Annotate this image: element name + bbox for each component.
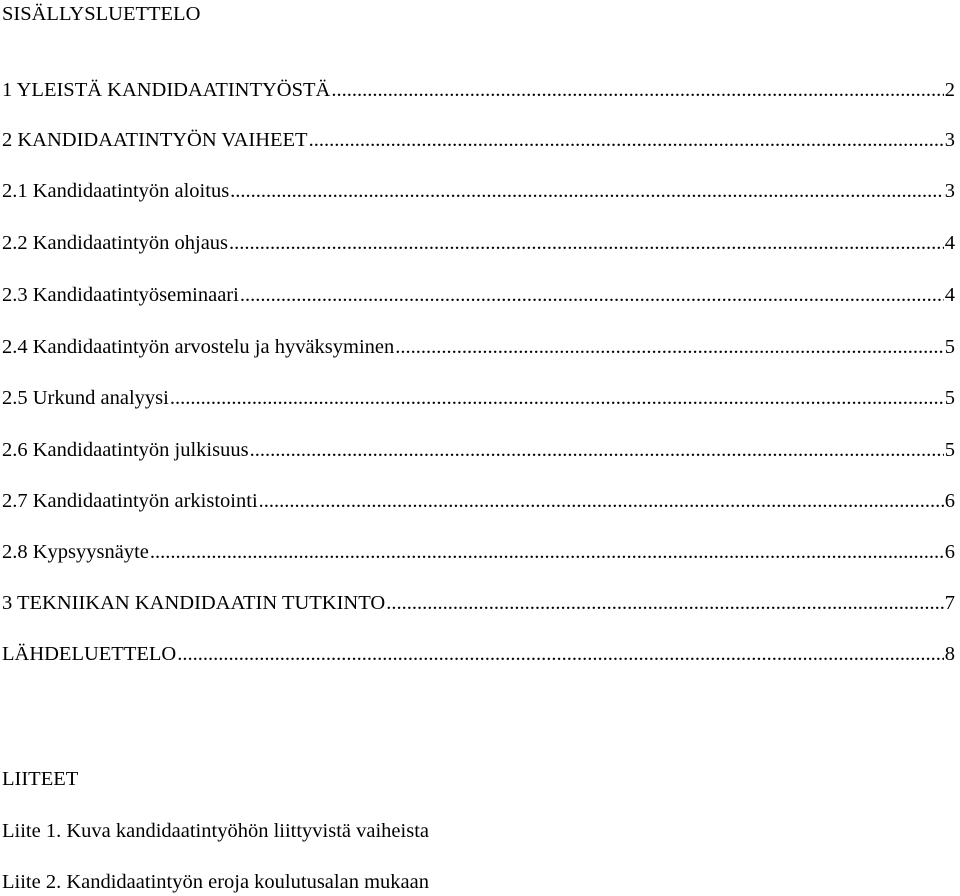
toc-entry-label: 2.2 Kandidaatintyön ohjaus: [2, 232, 229, 254]
toc-entry-page: 8: [944, 643, 955, 665]
toc-entry-label: 2 KANDIDAATINTYÖN VAIHEET: [2, 129, 308, 151]
toc-entry-label: 2.1 Kandidaatintyön aloitus: [2, 180, 230, 202]
toc-entry-page: 3: [944, 129, 955, 151]
toc-dot-leader: [240, 281, 944, 309]
toc-dot-leader: [259, 487, 944, 515]
toc-entry[interactable]: [2, 436, 955, 464]
toc-entry-page: 3: [944, 180, 955, 202]
toc-entry-page: 6: [944, 490, 955, 512]
toc-entry[interactable]: [2, 384, 955, 412]
toc-entry[interactable]: [2, 640, 955, 668]
toc-entry-page: 5: [944, 439, 955, 461]
appendix-item: Liite 2. Kandidaatintyön eroja koulutusalan mukaan: [2, 871, 429, 893]
toc-entry-label: 2.4 Kandidaatintyön arvostelu ja hyväksyminen: [2, 336, 395, 358]
toc-entry-page: 7: [944, 592, 955, 614]
toc-entry[interactable]: [2, 589, 955, 617]
toc-entry[interactable]: [2, 76, 955, 104]
toc-entry-page: 2: [944, 79, 955, 101]
toc-dot-leader: [170, 384, 944, 412]
toc-entry-page: 4: [944, 284, 955, 306]
toc-entry[interactable]: [2, 126, 955, 154]
toc-entry-label: 2.3 Kandidaatintyöseminaari: [2, 284, 239, 306]
toc-entry-label: 2.6 Kandidaatintyön julkisuus: [2, 439, 249, 461]
toc-dot-leader: [177, 640, 944, 668]
appendix-item: Liite 1. Kuva kandidaatintyöhön liittyvistä vaiheista: [2, 820, 429, 842]
toc-dot-leader: [331, 76, 943, 104]
toc-entry-label: 2.5 Urkund analyysi: [2, 387, 169, 409]
toc-entry-label: LÄHDELUETTELO: [2, 643, 177, 665]
toc-entry-label: 1 YLEISTÄ KANDIDAATINTYÖSTÄ: [2, 79, 331, 101]
toc-dot-leader: [386, 589, 944, 617]
toc-entry-label: 2.7 Kandidaatintyön arkistointi: [2, 490, 258, 512]
toc-entry[interactable]: [2, 229, 955, 257]
toc-entry[interactable]: [2, 487, 955, 515]
toc-entry[interactable]: [2, 538, 955, 566]
toc-dot-leader: [229, 229, 944, 257]
toc-dot-leader: [250, 436, 944, 464]
toc-dot-leader: [309, 126, 944, 154]
page-title: SISÄLLYSLUETTELO: [2, 3, 201, 25]
toc-dot-leader: [395, 333, 943, 361]
toc-dot-leader: [150, 538, 944, 566]
toc-entry[interactable]: [2, 333, 955, 361]
toc-entry-label: 3 TEKNIIKAN KANDIDAATIN TUTKINTO: [2, 592, 386, 614]
toc-dot-leader: [230, 177, 944, 205]
toc-entry[interactable]: [2, 177, 955, 205]
toc-entry-label: 2.8 Kypsyysnäyte: [2, 541, 149, 563]
toc-entry[interactable]: [2, 281, 955, 309]
toc-entry-page: 5: [944, 336, 955, 358]
toc-entry-page: 4: [944, 232, 955, 254]
toc-entry-page: 6: [944, 541, 955, 563]
appendix-heading: LIITEET: [2, 768, 79, 790]
toc-entry-page: 5: [944, 387, 955, 409]
